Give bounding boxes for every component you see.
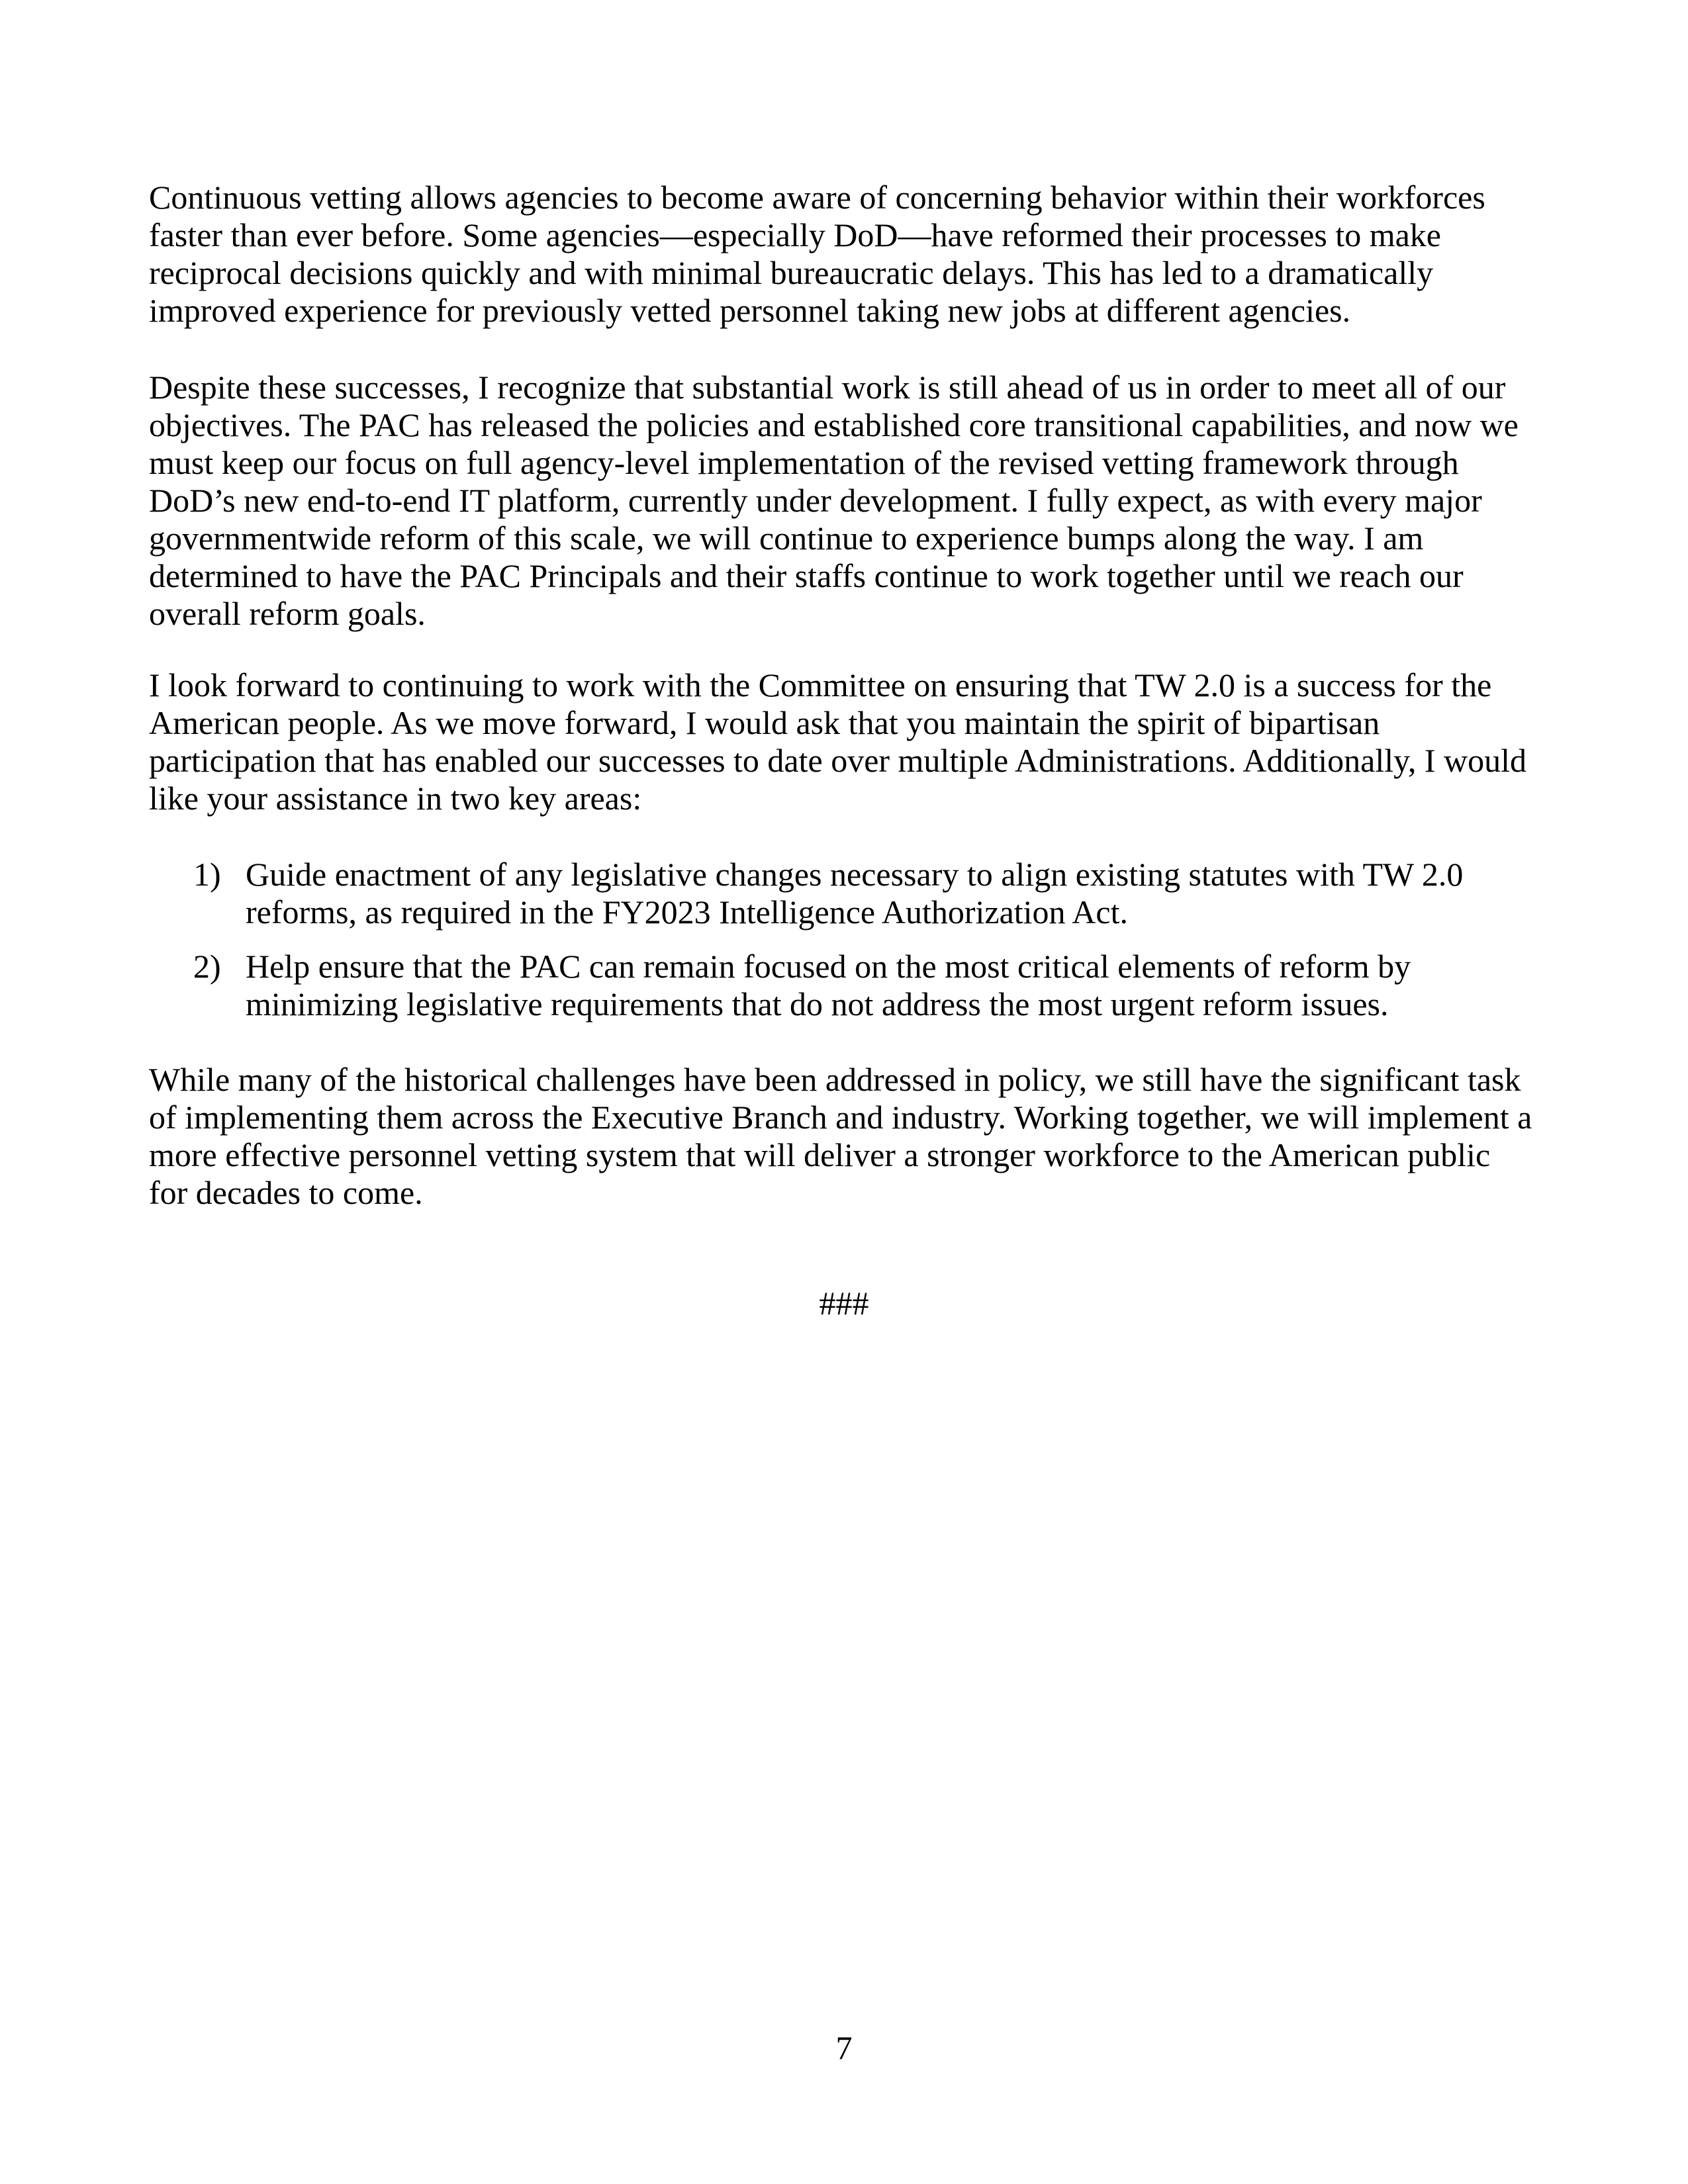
text-line: governmentwide reform of this scale, we will continue to experience bumps along the way. I am bbox=[149, 520, 1424, 557]
list-item bbox=[193, 948, 1550, 1023]
list-number: 2) bbox=[193, 948, 221, 985]
paragraph-look-forward bbox=[149, 666, 1552, 817]
text-line: Despite these successes, I recognize that substantial work is still ahead of us in order to meet all of our bbox=[149, 369, 1506, 406]
text-line: more effective personnel vetting system that will deliver a stronger workforce to the American public bbox=[149, 1136, 1491, 1173]
text-line: American people. As we move forward, I would ask that you maintain the spirit of bipartisan bbox=[149, 704, 1380, 741]
text-line: Help ensure that the PAC can remain focused on the most critical elements of reform by bbox=[246, 948, 1411, 985]
text-line: While many of the historical challenges have been addressed in policy, we still have the significant task bbox=[149, 1061, 1521, 1098]
text-line: DoD’s new end-to-end IT platform, currently under development. I fully expect, as with every major bbox=[149, 482, 1482, 519]
text-line: for decades to come. bbox=[149, 1174, 423, 1211]
text-line: minimizing legislative requirements that do not address the most urgent reform issues. bbox=[246, 985, 1389, 1023]
text-line: must keep our focus on full agency-level implementation of the revised vetting framework through bbox=[149, 444, 1459, 481]
text-line: Guide enactment of any legislative changes necessary to align existing statutes with TW 2.0 bbox=[246, 856, 1464, 893]
text-line: like your assistance in two key areas: bbox=[149, 780, 642, 817]
text-line: reforms, as required in the FY2023 Intelligence Authorization Act. bbox=[246, 893, 1128, 931]
text-line: determined to have the PAC Principals and their staffs continue to work together until we reach our bbox=[149, 557, 1464, 594]
text-line: I look forward to continuing to work with the Committee on ensuring that TW 2.0 is a success for the bbox=[149, 666, 1492, 704]
text-line: faster than ever before. Some agencies—especially DoD—have reformed their processes to make bbox=[149, 216, 1441, 253]
text-line: reciprocal decisions quickly and with minimal bureaucratic delays. This has led to a dramatically bbox=[149, 254, 1434, 291]
list-item bbox=[193, 856, 1550, 931]
paragraph-historical-challenges bbox=[149, 1061, 1552, 1212]
page-number: 7 bbox=[835, 2029, 853, 2066]
end-mark: ### bbox=[819, 1285, 869, 1322]
paragraph-despite-successes bbox=[149, 369, 1552, 633]
text-line: objectives. The PAC has released the policies and established core transitional capabilities, and now we bbox=[149, 406, 1519, 443]
text-line: Continuous vetting allows agencies to become aware of concerning behavior within their workforces bbox=[149, 179, 1485, 216]
text-line: of implementing them across the Executive Branch and industry. Working together, we will implement a bbox=[149, 1099, 1532, 1136]
text-line: overall reform goals. bbox=[149, 595, 426, 632]
text-line: improved experience for previously vetted personnel taking new jobs at different agencies. bbox=[149, 292, 1351, 329]
list-number: 1) bbox=[193, 856, 221, 893]
paragraph-continuous-vetting bbox=[149, 179, 1552, 330]
text-line: participation that has enabled our successes to date over multiple Administrations. Additionally, I would bbox=[149, 742, 1527, 779]
